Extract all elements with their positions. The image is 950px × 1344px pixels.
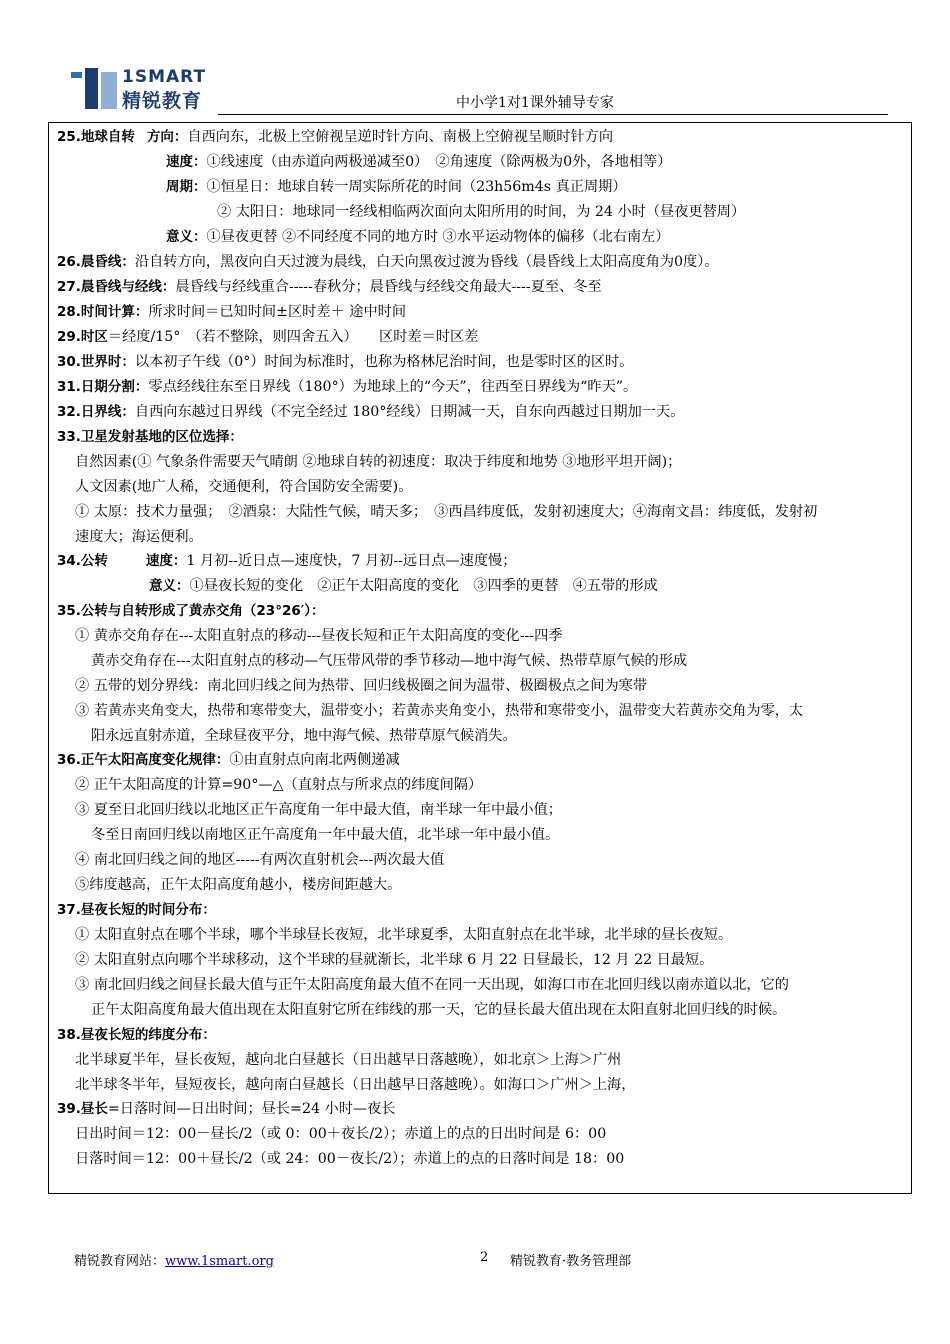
- item-36-heading: 36.正午太阳高度变化规律：①由直射点向南北两侧递减: [57, 752, 400, 768]
- item-35-4: ③ 若黄赤夹角变大，热带和寒带变大，温带变小；若黄赤夹角变小，热带和寒带变小，温带变大若黄赤交角为零，太: [75, 703, 804, 719]
- item-28: 28.时间计算：所求时间＝已知时间±区时差＋ 途中时间: [57, 304, 407, 320]
- item-25-period-2: ② 太阳日：地球同一经线相临两次面向太阳所用的时间，为 24 小时（昼夜更替周）: [217, 204, 746, 220]
- item-35-heading: 35.公转与自转形成了黄赤交角（23°26′）：: [57, 603, 325, 619]
- item-30: 30.世界时：以本初子午线（0°）时间为标准时，也称为格林尼治时间，也是零时区的区时。: [57, 354, 634, 370]
- item-35-4-cont: 阳永远直射赤道，全球昼夜平分，地中海气候、热带草原气候消失。: [91, 728, 517, 744]
- item-37-2: ② 太阳直射点向哪个半球移动，这个半球的昼就渐长，北半球 6 月 22 日昼最长，12 月 22 日最短。: [75, 952, 714, 968]
- brand-name-en: 1SMART: [122, 67, 207, 87]
- item-34-speed: 34.公转 速度：1 月初--近日点—速度快，7 月初--远日点—速度慢；: [57, 553, 517, 569]
- footer-website-link[interactable]: www.1smart.org: [165, 1254, 274, 1269]
- item-35-3: ② 五带的划分界线：南北回归线之间为热带、回归线极圈之间为温带、极圈极点之间为寒带: [75, 678, 648, 694]
- item-34-meaning: 意义：①昼夜长短的变化 ②正午太阳高度的变化 ③四季的更替 ④五带的形成: [149, 578, 658, 594]
- brand-logo-icon: [71, 68, 117, 109]
- page-number: 2: [480, 1250, 489, 1265]
- item-27: 27.晨昏线与经线：晨昏线与经线重合-----春秋分；晨昏线与经线交角最大----夏至、冬至: [57, 279, 602, 295]
- item-36-5: ④ 南北回归线之间的地区-----有两次直射机会---两次最大值: [75, 852, 445, 868]
- brand-name-cn: 精锐教育: [122, 90, 203, 112]
- header-tagline: 中小学1对1课外辅导专家: [456, 95, 614, 111]
- item-37-1: ① 太阳直射点在哪个半球，哪个半球昼长夜短，北半球夏季，太阳直射点在北半球，北半球的昼长夜短。: [75, 927, 733, 943]
- item-37-heading: 37.昼夜长短的时间分布：: [57, 902, 216, 918]
- content-box: [48, 122, 912, 1194]
- item-35-2: 黄赤交角存在---太阳直射点的移动—气压带风带的季节移动—地中海气候、热带草原气候的形成: [91, 653, 688, 669]
- item-33-bases-cont: 速度大；海运便利。: [75, 529, 203, 545]
- item-32: 32.日界线：自西向东越过日界线（不完全经过 180°经线）日期减一天，自东向西越过日期加一天。: [57, 404, 685, 420]
- item-38-heading: 38.昼夜长短的纬度分布：: [57, 1027, 216, 1043]
- item-36-3: ③ 夏至日北回归线以北地区正午高度角一年中最大值，南半球一年中最小值；: [75, 802, 562, 818]
- item-25-meaning: 意义：①昼夜更替 ②不同经度不同的地方时 ③水平运动物体的偏移（北右南左）: [166, 229, 670, 245]
- item-31: 31.日期分割：零点经线往东至日界线（180°）为地球上的“今天”，往西至日界线为“昨天”。: [57, 379, 638, 395]
- footer-website: 精锐教育网站：www.1smart.org: [74, 1254, 274, 1269]
- item-36-4: 冬至日南回归线以南地区正午高度角一年中最大值，北半球一年中最小值。: [91, 827, 560, 843]
- item-33-natural: 自然因素(① 气象条件需要天气晴朗 ②地球自转的初速度：取决于纬度和地势 ③地形平坦开阔)；: [75, 454, 682, 470]
- item-26: 26.晨昏线：沿自转方向，黑夜向白天过渡为晨线，白天向黑夜过渡为昏线（晨昏线上太阳高度角为0度）。: [57, 254, 719, 270]
- item-29: 29.时区＝经度/15° （若不整除，则四舍五入） 区时差＝时区差: [57, 329, 479, 345]
- item-33-heading: 33.卫星发射基地的区位选择：: [57, 429, 243, 445]
- item-39-sunrise: 日出时间＝12：00－昼长/2（或 0：00＋夜长/2）；赤道上的点的日出时间是 6：00: [75, 1126, 607, 1142]
- item-33-human: 人文因素(地广人稀，交通便利，符合国防安全需要)。: [75, 479, 413, 495]
- item-38-2: 北半球冬半年，昼短夜长，越向南白昼越长（日出越早日落越晚）。如海口＞广州＞上海，: [75, 1077, 636, 1093]
- item-25-period: 周期：①恒星日：地球自转一周实际所花的时间（23h56m4s 真正周期）: [166, 179, 627, 195]
- item-39-sunset: 日落时间＝12：00＋昼长/2（或 24：00－夜长/2）；赤道上的点的日落时间是 18：00: [75, 1151, 625, 1167]
- item-37-3: ③ 南北回归线之间昼长最大值与正午太阳高度角最大值不在同一天出现，如海口市在北回归线以南赤道以北，它的: [75, 977, 789, 993]
- item-39: 39.昼长=日落时间—日出时间；昼长=24 小时—夜长: [57, 1101, 396, 1117]
- item-36-6: ⑤纬度越高，正午太阳高度角越小，楼房间距越大。: [75, 877, 402, 893]
- item-37-3-cont: 正午太阳高度角最大值出现在太阳直射它所在纬线的那一天，它的昼长最大值出现在太阳直射北回归线的时候。: [91, 1002, 787, 1018]
- item-25-speed: 速度：①线速度（由赤道向两极递减至0） ②角速度（除两极为0外，各地相等）: [166, 154, 672, 170]
- footer-department: 精锐教育·教务管理部: [510, 1254, 632, 1269]
- item-33-bases: ① 太原：技术力量强； ②酒泉：大陆性气候，晴天多； ③西昌纬度低，发射初速度大；④海南文昌：纬度低，发射初: [75, 504, 818, 520]
- item-36-2: ② 正午太阳高度的计算=90°—△（直射点与所求点的纬度间隔）: [75, 777, 483, 793]
- item-25-direction: 25.地球自转 方向：自西向东，北极上空俯视呈逆时针方向、南极上空俯视呈顺时针方向: [57, 129, 614, 145]
- header-divider: [218, 114, 888, 115]
- item-38-1: 北半球夏半年，昼长夜短，越向北白昼越长（日出越早日落越晚），如北京＞上海＞广州: [75, 1052, 622, 1068]
- item-35-1: ① 黄赤交角存在---太阳直射点的移动---昼夜长短和正午太阳高度的变化---四季: [75, 628, 563, 644]
